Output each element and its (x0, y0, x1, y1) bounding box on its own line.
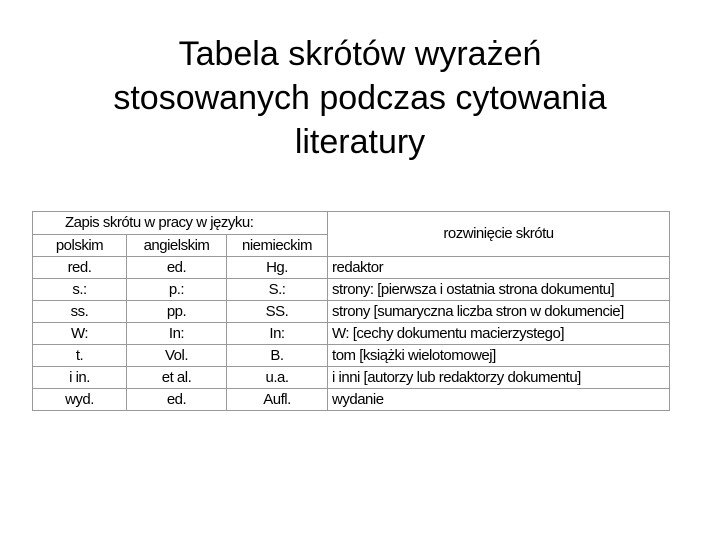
cell-english: et al. (127, 367, 227, 389)
column-header-german: niemieckim (227, 235, 328, 257)
table-row (33, 301, 670, 323)
table-row (33, 345, 670, 367)
cell-english: ed. (127, 257, 227, 279)
cell-german: In: (227, 323, 328, 345)
cell-polish: t. (33, 345, 127, 367)
cell-english: pp. (127, 301, 227, 323)
cell-german: SS. (227, 301, 328, 323)
cell-english: p.: (127, 279, 227, 301)
cell-expansion: redaktor (328, 257, 670, 279)
cell-expansion: wydanie (328, 389, 670, 411)
group-header: Zapis skrótu w pracy w języku: (33, 212, 328, 235)
cell-expansion: strony: [pierwsza i ostatnia strona dokumentu] (328, 279, 670, 301)
cell-polish: W: (33, 323, 127, 345)
expansion-header: rozwinięcie skrótu (328, 212, 670, 257)
cell-german: Aufl. (227, 389, 328, 411)
abbreviation-table (32, 211, 670, 411)
table-row (33, 323, 670, 345)
cell-english: ed. (127, 389, 227, 411)
table-header-row (33, 212, 670, 235)
cell-german: B. (227, 345, 328, 367)
title-line: stosowanych podczas cytowania (113, 79, 607, 117)
cell-german: Hg. (227, 257, 328, 279)
cell-polish: ss. (33, 301, 127, 323)
cell-english: In: (127, 323, 227, 345)
table-row (33, 279, 670, 301)
table-row (33, 257, 670, 279)
cell-expansion: i inni [autorzy lub redaktorzy dokumentu] (328, 367, 670, 389)
cell-expansion: tom [książki wielotomowej] (328, 345, 670, 367)
cell-german: S.: (227, 279, 328, 301)
cell-expansion: strony [sumaryczna liczba stron w dokumencie] (328, 301, 670, 323)
cell-polish: wyd. (33, 389, 127, 411)
slide-title (40, 32, 680, 164)
title-line: Tabela skrótów wyrażeń (178, 35, 542, 73)
cell-english: Vol. (127, 345, 227, 367)
table-row (33, 389, 670, 411)
title-line: literatury (294, 123, 426, 161)
column-header-english: angielskim (127, 235, 227, 257)
cell-polish: i in. (33, 367, 127, 389)
cell-polish: red. (33, 257, 127, 279)
table-row (33, 367, 670, 389)
cell-german: u.a. (227, 367, 328, 389)
cell-expansion: W: [cechy dokumentu macierzystego] (328, 323, 670, 345)
cell-polish: s.: (33, 279, 127, 301)
column-header-polish: polskim (33, 235, 127, 257)
